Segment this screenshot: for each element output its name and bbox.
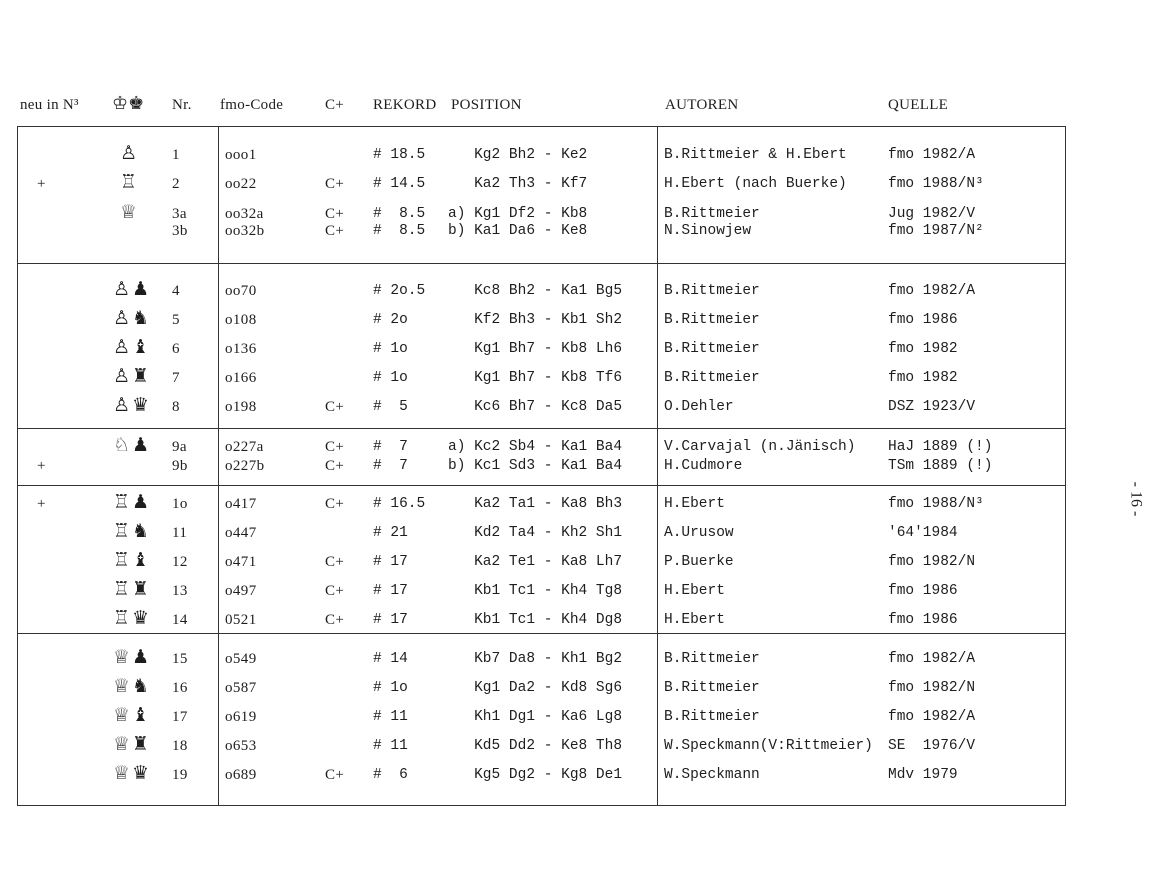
source: Mdv 1979 xyxy=(888,767,958,783)
author: B.Rittmeier xyxy=(664,206,760,222)
author: H.Ebert xyxy=(664,496,725,512)
cplus-mark: C+ xyxy=(325,612,345,628)
chess-piece-icon: ♙♞ xyxy=(113,307,152,329)
row-number: 16 xyxy=(172,680,188,696)
author: H.Ebert xyxy=(664,583,725,599)
source: HaJ 1889 (!) xyxy=(888,439,993,455)
author: B.Rittmeier xyxy=(664,312,760,328)
author: B.Rittmeier xyxy=(664,341,760,357)
row-number: 14 xyxy=(172,612,188,628)
chess-piece-icon: ♙♛ xyxy=(113,394,152,416)
author: B.Rittmeier xyxy=(664,680,760,696)
new-marker: + xyxy=(37,176,46,192)
record: # 11 xyxy=(373,709,408,725)
cplus-mark: C+ xyxy=(325,223,345,239)
position: Ka2 Te1 - Ka8 Lh7 xyxy=(448,554,623,570)
source: DSZ 1923/V xyxy=(888,399,976,415)
header-position: POSITION xyxy=(451,97,522,113)
source: fmo 1982/N xyxy=(888,680,976,696)
record: # 11 xyxy=(373,738,408,754)
fmo-code: oo32b xyxy=(225,223,265,239)
row-number: 2 xyxy=(172,176,180,192)
record: # 1o xyxy=(373,341,408,357)
group-divider xyxy=(17,428,1066,429)
record: # 1o xyxy=(373,370,408,386)
author: B.Rittmeier xyxy=(664,370,760,386)
author: P.Buerke xyxy=(664,554,734,570)
new-marker: + xyxy=(37,458,46,474)
record: # 2o xyxy=(373,312,408,328)
table-bottom-border xyxy=(17,805,1066,806)
row-number: 13 xyxy=(172,583,188,599)
cplus-mark: C+ xyxy=(325,583,345,599)
position: Kb1 Tc1 - Kh4 Dg8 xyxy=(448,612,623,628)
source: fmo 1986 xyxy=(888,312,958,328)
source: fmo 1982 xyxy=(888,341,958,357)
row-number: 9b xyxy=(172,458,188,474)
row-number: 11 xyxy=(172,525,188,541)
record: # 5 xyxy=(373,399,408,415)
position: b) Ka1 Da6 - Ke8 xyxy=(448,223,588,239)
chess-piece-icon: ♕♞ xyxy=(113,675,152,697)
new-marker: + xyxy=(37,496,46,512)
record: # 18.5 xyxy=(373,147,426,163)
chess-piece-icon: ♖♜ xyxy=(113,578,152,600)
position: a) Kc2 Sb4 - Ka1 Ba4 xyxy=(448,439,623,455)
header-autoren: AUTOREN xyxy=(665,97,739,113)
cplus-mark: C+ xyxy=(325,554,345,570)
row-number: 3a xyxy=(172,206,187,222)
fmo-code: oo32a xyxy=(225,206,264,222)
author: A.Urusow xyxy=(664,525,734,541)
fmo-code: o108 xyxy=(225,312,257,328)
chess-piece-icon: ♕♛ xyxy=(113,762,152,784)
author: N.Sinowjew xyxy=(664,223,752,239)
author: B.Rittmeier & H.Ebert xyxy=(664,147,847,163)
table-left-border xyxy=(17,126,18,805)
row-number: 17 xyxy=(172,709,188,725)
fmo-code: o653 xyxy=(225,738,257,754)
chess-piece-icon: ♕ xyxy=(120,201,140,223)
position: Ka2 Ta1 - Ka8 Bh3 xyxy=(448,496,623,512)
row-number: 19 xyxy=(172,767,188,783)
author: H.Ebert xyxy=(664,612,725,628)
fmo-code: o227b xyxy=(225,458,265,474)
record: # 1o xyxy=(373,680,408,696)
record: # 17 xyxy=(373,612,408,628)
row-number: 7 xyxy=(172,370,180,386)
chess-piece-icon: ♙♜ xyxy=(113,365,152,387)
position: Kb7 Da8 - Kh1 Bg2 xyxy=(448,651,623,667)
header-quelle: QUELLE xyxy=(888,97,949,113)
cplus-mark: C+ xyxy=(325,496,345,512)
fmo-code: oo70 xyxy=(225,283,257,299)
position: Kg1 Da2 - Kd8 Sg6 xyxy=(448,680,623,696)
author: H.Cudmore xyxy=(664,458,743,474)
record: # 21 xyxy=(373,525,408,541)
source: fmo 1987/N² xyxy=(888,223,984,239)
position: Kg5 Dg2 - Kg8 De1 xyxy=(448,767,623,783)
chess-piece-icon: ♖♝ xyxy=(113,549,152,571)
source: fmo 1988/N³ xyxy=(888,176,984,192)
position: Kc6 Bh7 - Kc8 Da5 xyxy=(448,399,623,415)
author: B.Rittmeier xyxy=(664,651,760,667)
fmo-code: oo22 xyxy=(225,176,257,192)
cplus-mark: C+ xyxy=(325,206,345,222)
cplus-mark: C+ xyxy=(325,176,345,192)
chess-piece-icon: ♖♛ xyxy=(113,607,152,629)
source: SE 1976/V xyxy=(888,738,976,754)
record: # 17 xyxy=(373,554,408,570)
position: Kd2 Ta4 - Kh2 Sh1 xyxy=(448,525,623,541)
source: fmo 1982/A xyxy=(888,283,976,299)
row-number: 18 xyxy=(172,738,188,754)
header-neu-in: neu in N³ xyxy=(20,97,79,113)
fmo-code: ooo1 xyxy=(225,147,257,163)
position: Kd5 Dd2 - Ke8 Th8 xyxy=(448,738,623,754)
row-number: 12 xyxy=(172,554,188,570)
chess-piece-icon: ♙♝ xyxy=(113,336,152,358)
position: Kf2 Bh3 - Kb1 Sh2 xyxy=(448,312,623,328)
fmo-code: o198 xyxy=(225,399,257,415)
record: # 8.5 xyxy=(373,206,426,222)
fmo-code: 0521 xyxy=(225,612,257,628)
fmo-code: o587 xyxy=(225,680,257,696)
cplus-mark: C+ xyxy=(325,439,345,455)
source: fmo 1982/A xyxy=(888,651,976,667)
record: # 16.5 xyxy=(373,496,426,512)
record: # 7 xyxy=(373,458,408,474)
source: fmo 1982/N xyxy=(888,554,976,570)
chess-piece-icon: ♖♟ xyxy=(113,491,152,513)
chess-piece-icon: ♕♜ xyxy=(113,733,152,755)
chess-piece-icon: ♕♟ xyxy=(113,646,152,668)
author: W.Speckmann xyxy=(664,767,760,783)
header-rekord: REKORD xyxy=(373,97,437,113)
source: fmo 1988/N³ xyxy=(888,496,984,512)
position: Kg2 Bh2 - Ke2 xyxy=(448,147,588,163)
row-number: 4 xyxy=(172,283,180,299)
fmo-code: o136 xyxy=(225,341,257,357)
author: B.Rittmeier xyxy=(664,709,760,725)
header-cplus: C+ xyxy=(325,97,345,113)
row-number: 8 xyxy=(172,399,180,415)
source: fmo 1986 xyxy=(888,612,958,628)
fmo-code: o497 xyxy=(225,583,257,599)
fmo-code: o619 xyxy=(225,709,257,725)
kings-icon: ♔♚ xyxy=(112,93,145,114)
fmo-code: o166 xyxy=(225,370,257,386)
position: Ka2 Th3 - Kf7 xyxy=(448,176,588,192)
column-divider xyxy=(218,126,219,805)
position: Kh1 Dg1 - Ka6 Lg8 xyxy=(448,709,623,725)
record: # 8.5 xyxy=(373,223,426,239)
author: W.Speckmann(V:Rittmeier) xyxy=(664,738,873,754)
chess-piece-icon: ♙ xyxy=(120,142,140,164)
source: fmo 1982/A xyxy=(888,709,976,725)
table-top-border xyxy=(17,126,1066,127)
column-divider xyxy=(657,126,658,805)
author: H.Ebert (nach Buerke) xyxy=(664,176,847,192)
group-divider xyxy=(17,263,1066,264)
source: '64'1984 xyxy=(888,525,958,541)
chess-piece-icon: ♕♝ xyxy=(113,704,152,726)
cplus-mark: C+ xyxy=(325,767,345,783)
group-divider xyxy=(17,633,1066,634)
cplus-mark: C+ xyxy=(325,458,345,474)
record: # 6 xyxy=(373,767,408,783)
header-fmo-code: fmo-Code xyxy=(220,97,284,113)
record: # 14.5 xyxy=(373,176,426,192)
position: b) Kc1 Sd3 - Ka1 Ba4 xyxy=(448,458,623,474)
row-number: 3b xyxy=(172,223,188,239)
fmo-code: o447 xyxy=(225,525,257,541)
source: fmo 1986 xyxy=(888,583,958,599)
position: Kg1 Bh7 - Kb8 Tf6 xyxy=(448,370,623,386)
fmo-code: o227a xyxy=(225,439,264,455)
source: TSm 1889 (!) xyxy=(888,458,993,474)
cplus-mark: C+ xyxy=(325,399,345,415)
source: Jug 1982/V xyxy=(888,206,976,222)
source: fmo 1982 xyxy=(888,370,958,386)
record: # 7 xyxy=(373,439,408,455)
row-number: 15 xyxy=(172,651,188,667)
record: # 14 xyxy=(373,651,408,667)
chess-piece-icon: ♙♟ xyxy=(113,278,152,300)
author: B.Rittmeier xyxy=(664,283,760,299)
record: # 17 xyxy=(373,583,408,599)
header-nr: Nr. xyxy=(172,97,192,113)
group-divider xyxy=(17,485,1066,486)
position: a) Kg1 Df2 - Kb8 xyxy=(448,206,588,222)
position: Kb1 Tc1 - Kh4 Tg8 xyxy=(448,583,623,599)
fmo-code: o549 xyxy=(225,651,257,667)
chess-piece-icon: ♖ xyxy=(120,171,140,193)
row-number: 5 xyxy=(172,312,180,328)
author: O.Dehler xyxy=(664,399,734,415)
chess-piece-icon: ♘♟ xyxy=(113,434,152,456)
fmo-code: o417 xyxy=(225,496,257,512)
fmo-code: o471 xyxy=(225,554,257,570)
page-number: - 16 - xyxy=(1127,481,1145,517)
position: Kc8 Bh2 - Ka1 Bg5 xyxy=(448,283,623,299)
table-right-border xyxy=(1065,126,1066,805)
record: # 2o.5 xyxy=(373,283,426,299)
author: V.Carvajal (n.Jänisch) xyxy=(664,439,856,455)
fmo-code: o689 xyxy=(225,767,257,783)
chess-piece-icon: ♖♞ xyxy=(113,520,152,542)
source: fmo 1982/A xyxy=(888,147,976,163)
row-number: 6 xyxy=(172,341,180,357)
position: Kg1 Bh7 - Kb8 Lh6 xyxy=(448,341,623,357)
row-number: 1o xyxy=(172,496,188,512)
row-number: 1 xyxy=(172,147,180,163)
row-number: 9a xyxy=(172,439,187,455)
